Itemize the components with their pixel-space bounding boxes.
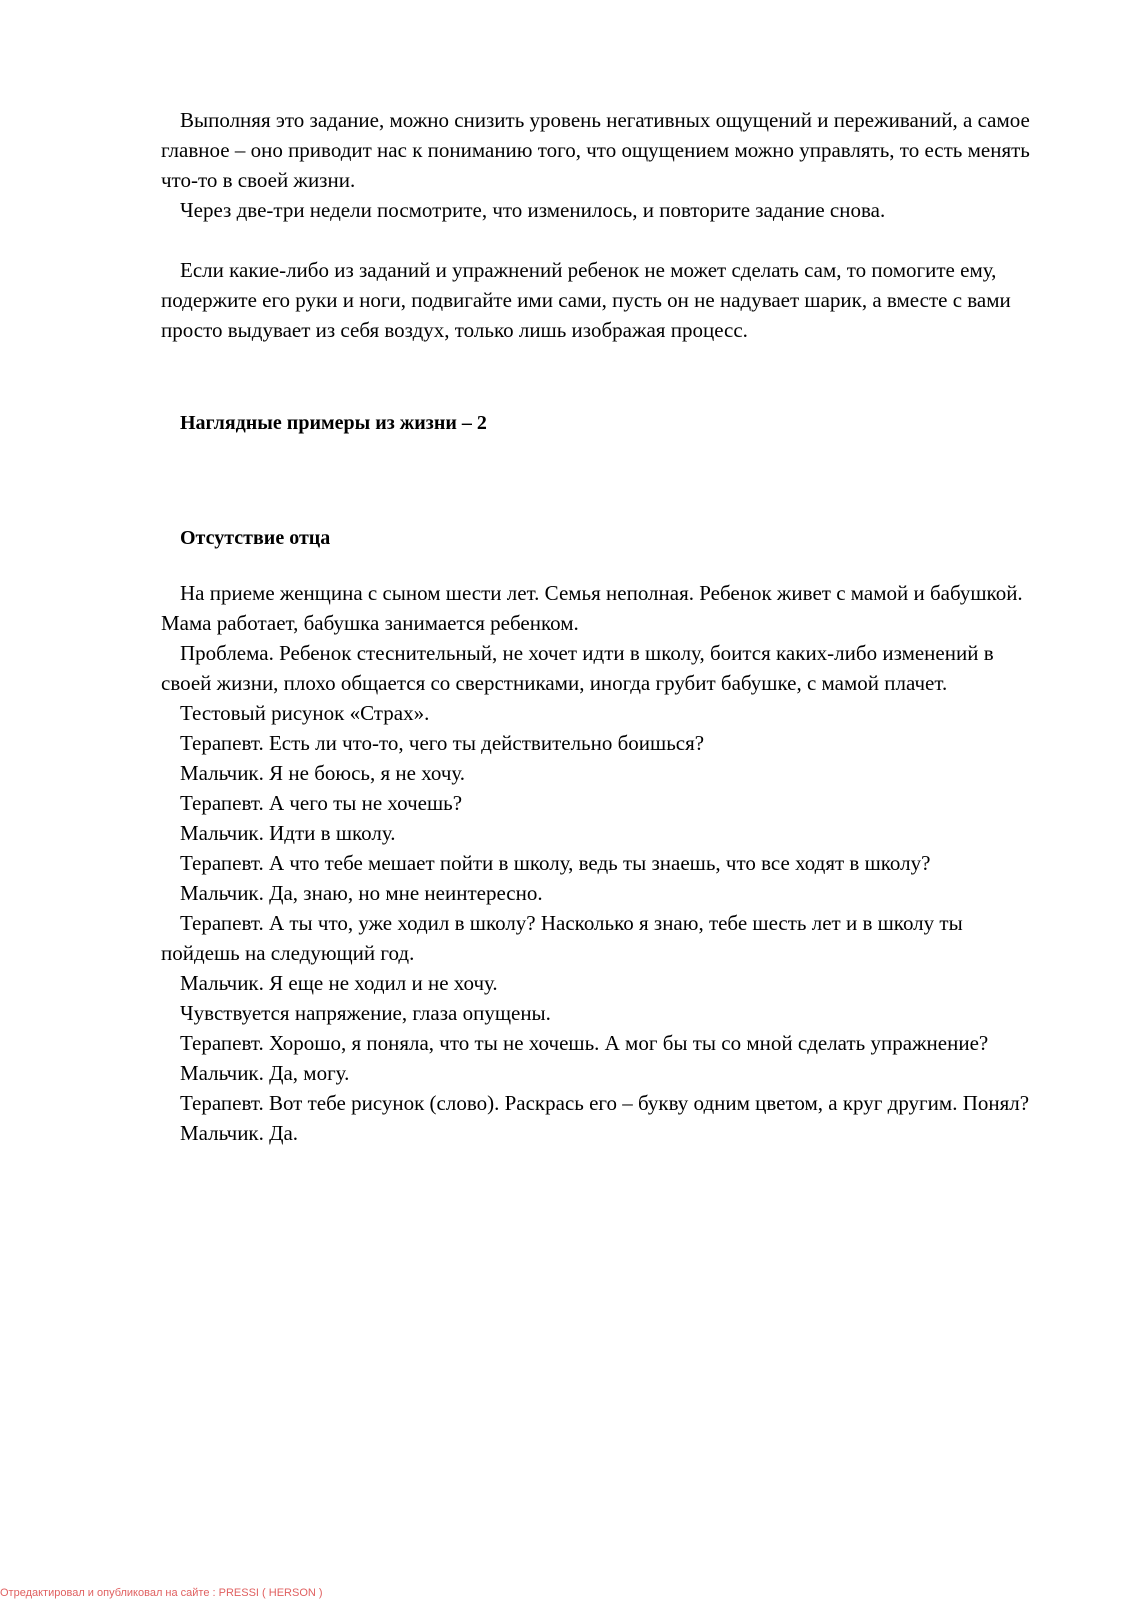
subsection-heading: Отсутствие отца — [180, 527, 331, 549]
spacer — [161, 345, 1041, 405]
footer-watermark: Отредактировал и опубликовал на сайте : PRESSI ( HERSON ) — [0, 1587, 323, 1599]
case-paragraph: Мальчик. Я еще не ходил и не хочу. — [180, 971, 498, 995]
case-paragraph: На приеме женщина с сыном шести лет. Семья неполная. Ребенок живет с мамой и бабушкой. Мама работает, бабушка занимается ребенком. — [161, 581, 1023, 635]
case-paragraph: Проблема. Ребенок стеснительный, не хочет идти в школу, боится каких-либо изменений в своей жизни, плохо общается со сверстниками, иногда грубит бабушке, с мамой плачет. — [161, 641, 994, 695]
section-heading: Наглядные примеры из жизни – 2 — [180, 412, 487, 434]
case-paragraph: Мальчик. Идти в школу. — [180, 821, 396, 845]
spacer — [161, 438, 1041, 523]
case-text — [161, 578, 1041, 1148]
case-paragraph: Мальчик. Да, знаю, но мне неинтересно. — [180, 881, 543, 905]
intro-paragraph-3: Если какие-либо из заданий и упражнений ребенок не может сделать сам, то помогите ему, подержите его руки и ноги, подвигайте ими сами, пусть он не надувает шарик, а вместе с вами просто выдувает из себя воздух, только лишь изображая процесс. — [161, 258, 1011, 342]
case-paragraph: Терапевт. Хорошо, я поняла, что ты не хочешь. А мог бы ты со мной сделать упражнение? — [180, 1031, 989, 1055]
case-paragraph: Мальчик. Я не боюсь, я не хочу. — [180, 761, 466, 785]
case-paragraph: Терапевт. А что тебе мешает пойти в школу, ведь ты знаешь, что все ходят в школу? — [180, 851, 931, 875]
intro-paragraph-1: Выполняя это задание, можно снизить уровень негативных ощущений и переживаний, а самое главное – оно приводит нас к пониманию того, что ощущением можно управлять, то есть менять что-то в своей жизни. — [161, 108, 1030, 192]
spacer — [161, 225, 1041, 255]
case-paragraph: Терапевт. А чего ты не хочешь? — [180, 791, 463, 815]
intro-paragraph-2: Через две-три недели посмотрите, что изменилось, и повторите задание снова. — [180, 198, 886, 222]
case-paragraph: Мальчик. Да, могу. — [180, 1061, 350, 1085]
case-paragraph: Чувствуется напряжение, глаза опущены. — [180, 1001, 551, 1025]
document-page — [161, 105, 1041, 1148]
case-paragraph: Мальчик. Да. — [180, 1121, 299, 1145]
case-paragraph: Терапевт. Есть ли что-то, чего ты действительно боишься? — [180, 731, 705, 755]
case-paragraph: Терапевт. Вот тебе рисунок (слово). Раскрась его – букву одним цветом, а круг другим. Понял? — [180, 1091, 1030, 1115]
case-paragraph: Тестовый рисунок «Страх». — [180, 701, 430, 725]
spacer — [161, 553, 1041, 578]
case-paragraph: Терапевт. А ты что, уже ходил в школу? Насколько я знаю, тебе шесть лет и в школу ты пойдешь на следующий год. — [161, 911, 963, 965]
